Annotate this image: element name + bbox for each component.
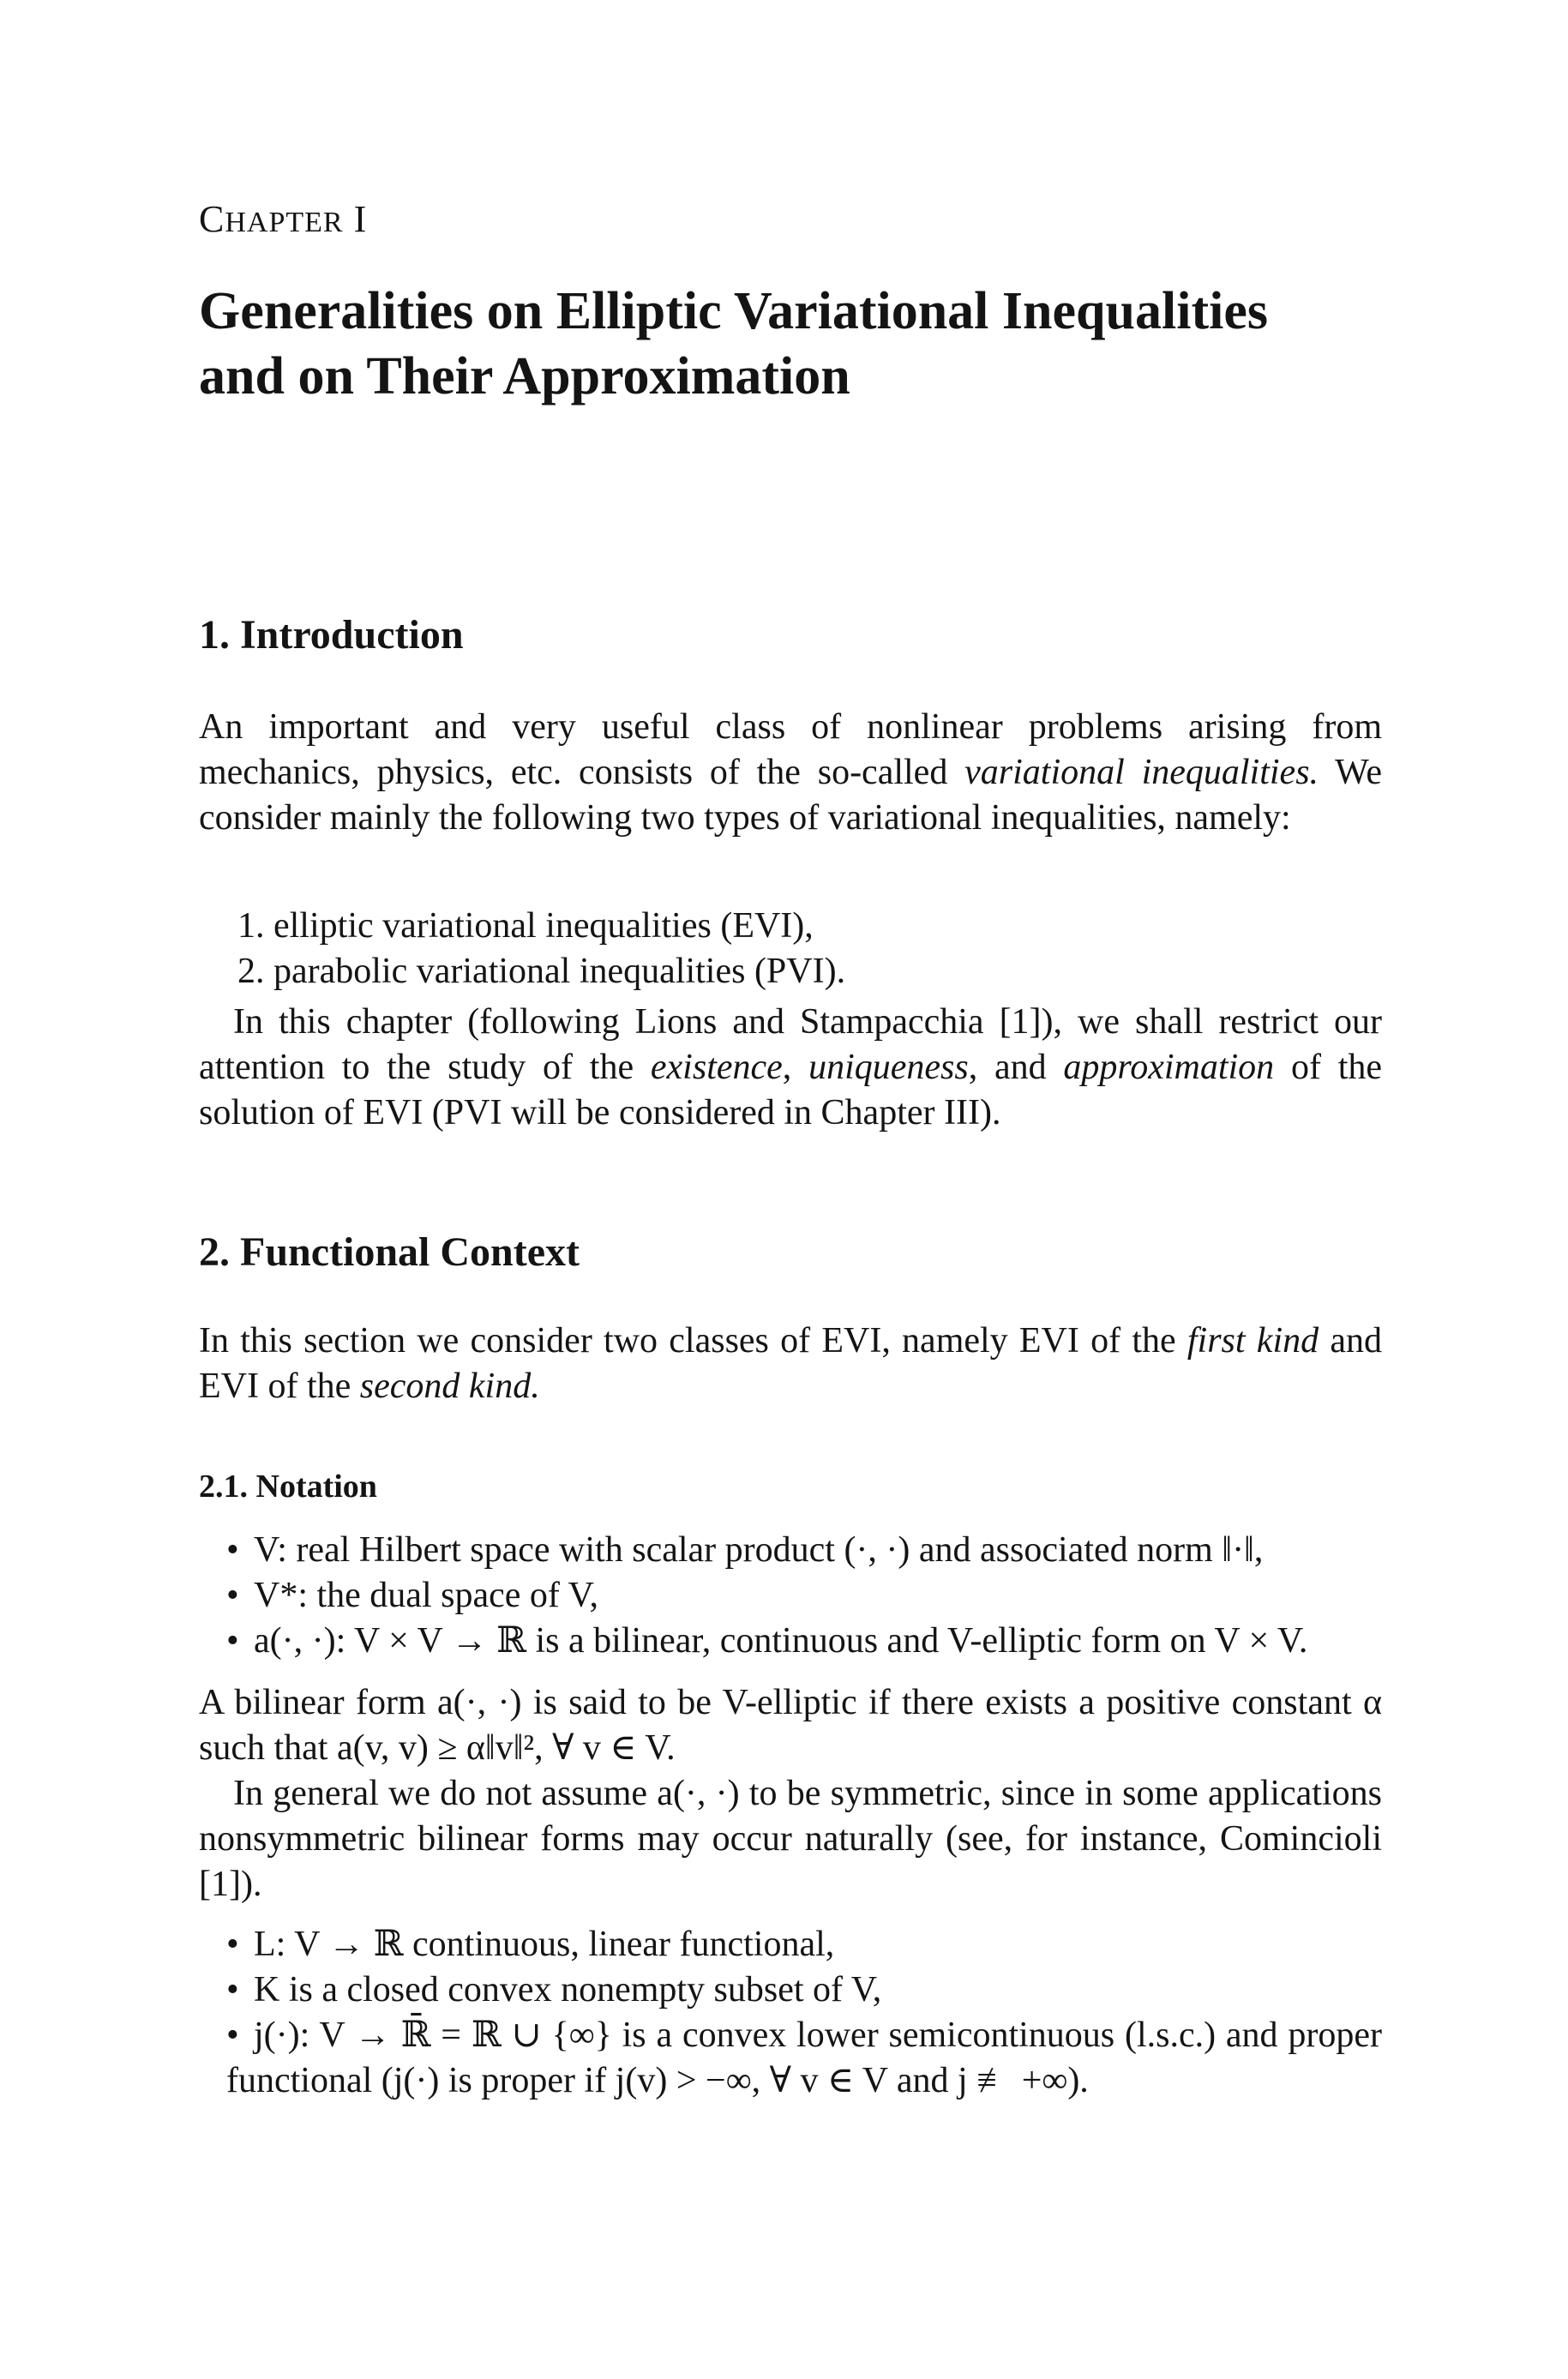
notation-item-j: • j(·): V → ℝ̄ = ℝ ∪ {∞} is a convex lower semicontinuous (l.s.c.) and proper functional (j(·) is proper if j(v) > −∞, ∀ v ∈ V and j ≢ +∞). xyxy=(226,2016,1382,2100)
intro-p2-sep-1: , xyxy=(782,1048,809,1087)
intro-p2-approximation: approximation xyxy=(1063,1048,1275,1087)
notation-list-1 xyxy=(226,1528,1384,1664)
intro-p2-text-a: In this chapter (following Lions and Stampacchia [1]), we shall restrict our attention to the study of the xyxy=(199,1002,1382,1087)
intro-p1-text-a: An important and very useful class of nonlinear problems arising from mechanics, physics, etc. consists of the so-called xyxy=(199,707,1382,792)
notation-item-v-text: V: real Hilbert space with scalar product (·, ·) and associated norm ‖·‖, xyxy=(254,1530,1264,1570)
notation-list-2 xyxy=(226,1922,1384,2013)
fc-first-kind: first kind xyxy=(1187,1321,1319,1361)
section-heading-introduction: 1. Introduction xyxy=(199,612,464,658)
section-heading-functional-context: 2. Functional Context xyxy=(199,1229,580,1275)
list-item-pvi: 2. parabolic variational inequalities (PVI). xyxy=(237,952,846,991)
chapter-title-line-2: and on Their Approximation xyxy=(199,347,850,406)
fc-text-a: In this section we consider two classes of EVI, namely EVI of the xyxy=(199,1321,1187,1361)
chapter-label-rest: HAPTER xyxy=(225,207,344,238)
notation-item-l: • L: V → ℝ continuous, linear functional, xyxy=(226,1922,1384,1967)
list-item-evi: 1. elliptic variational inequalities (EVI), xyxy=(237,906,814,946)
intro-paragraph-2 xyxy=(199,1000,1382,1136)
v-elliptic-definition: A bilinear form a(·, ·) is said to be V-elliptic if there exists a positive constant α such that a(v, v) ≥ α‖v‖², ∀ v ∈ V. xyxy=(199,1683,1382,1768)
intro-p2-existence: existence xyxy=(650,1048,783,1087)
symmetry-remark: In general we do not assume a(·, ·) to be symmetric, since in some applications nonsymmetric bilinear forms may occur naturally (see, for instance, Comincioli [1]). xyxy=(199,1774,1382,1904)
intro-p2-text-b: of the solution of EVI (PVI will be considered in Chapter III). xyxy=(199,1048,1383,1132)
intro-p1-text-b: We consider mainly the following two types of variational inequalities, namely: xyxy=(199,753,1382,838)
fc-text-b: and EVI of the xyxy=(199,1321,1382,1406)
evi-types-list xyxy=(237,904,845,994)
fc-second-kind: second kind. xyxy=(359,1367,540,1406)
notation-item-v-dual-text: V*: the dual space of V, xyxy=(254,1576,599,1615)
intro-p2-sep-2: , and xyxy=(968,1048,1064,1087)
functional-context-paragraph xyxy=(199,1319,1382,1409)
chapter-label xyxy=(199,197,367,241)
chapter-title xyxy=(199,279,1382,409)
notation-item-l-text: L: V → ℝ continuous, linear functional, xyxy=(254,1925,835,1964)
notation-item-k-text: K is a closed convex nonempty subset of V, xyxy=(254,1970,882,2010)
notation-item-k: • K is a closed convex nonempty subset of V, xyxy=(226,1967,1384,2013)
chapter-title-line-1: Generalities on Elliptic Variational Inequalities xyxy=(199,282,1268,340)
chapter-label-initial: C xyxy=(199,198,225,240)
notation-item-v: • V: real Hilbert space with scalar product (·, ·) and associated norm ‖·‖, xyxy=(226,1528,1384,1573)
subsection-heading-notation: 2.1. Notation xyxy=(199,1469,377,1505)
intro-paragraph-1 xyxy=(199,705,1382,841)
notation-item-v-dual: • V*: the dual space of V, xyxy=(226,1573,1384,1619)
intro-p1-emphasis: variational inequalities. xyxy=(964,753,1319,792)
chapter-numeral: I xyxy=(353,198,368,240)
intro-p2-uniqueness: uniqueness xyxy=(808,1048,969,1087)
notation-item-bilinear-form: • a(·, ·): V × V → ℝ is a bilinear, continuous and V-elliptic form on V × V. xyxy=(226,1619,1384,1664)
notation-item-bilinear-form-text: a(·, ·): V × V → ℝ is a bilinear, continuous and V-elliptic form on V × V. xyxy=(254,1621,1308,1661)
notation-item-j-text: j(·): V → ℝ̄ = ℝ ∪ {∞} is a convex lower semicontinuous (l.s.c.) and proper functional (j(·) is proper if j(v) > −∞, ∀ v ∈ V and j ≢ +∞). xyxy=(226,2016,1382,2100)
